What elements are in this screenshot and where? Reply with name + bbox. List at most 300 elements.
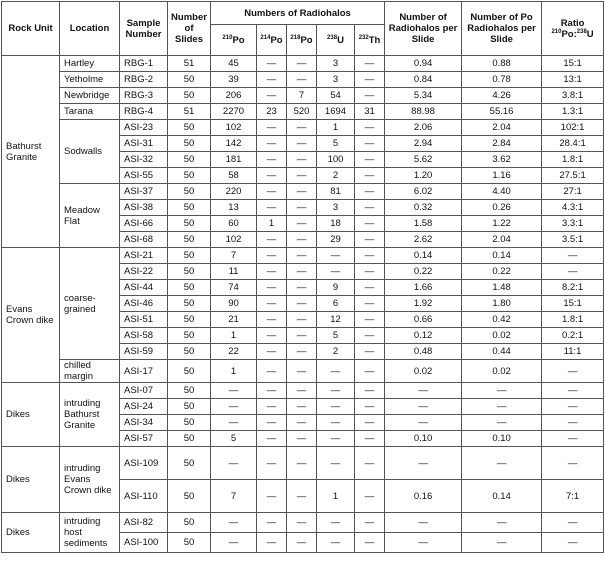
po218-cell: — [287, 200, 317, 216]
sample-cell: ASI-109 [120, 447, 168, 480]
po216-cell: 74 [211, 280, 257, 296]
per-slide-cell: 2.62 [385, 232, 462, 248]
po-per-slide-cell: 0.14 [462, 480, 542, 513]
th232-cell: — [355, 399, 385, 415]
slides-cell: 50 [168, 136, 211, 152]
sample-cell: ASI-51 [120, 312, 168, 328]
po216-cell: — [211, 383, 257, 399]
th232-cell: — [355, 480, 385, 513]
po214-cell: — [257, 120, 287, 136]
ratio-cell: 15:1 [542, 296, 604, 312]
ratio-cell: 0.2:1 [542, 328, 604, 344]
sample-cell: ASI-59 [120, 344, 168, 360]
table-row [2, 56, 604, 72]
sample-cell: ASI-46 [120, 296, 168, 312]
per-slide-cell: — [385, 399, 462, 415]
po214-cell: — [257, 533, 287, 553]
u238-sup: 238 [327, 34, 338, 41]
u238-cell: 54 [317, 88, 355, 104]
ratio-cell: 27.5:1 [542, 168, 604, 184]
ratio-cell: — [542, 513, 604, 533]
po216-cell: 60 [211, 216, 257, 232]
po-per-slide-cell: 0.44 [462, 344, 542, 360]
sample-cell: ASI-37 [120, 184, 168, 200]
th232-cell: — [355, 533, 385, 553]
u238-cell: 1 [317, 120, 355, 136]
sample-cell: ASI-24 [120, 399, 168, 415]
po214-cell: — [257, 184, 287, 200]
po218-cell: — [287, 232, 317, 248]
slides-cell: 50 [168, 200, 211, 216]
th232-cell: 31 [355, 104, 385, 120]
table-row [2, 447, 604, 480]
po214-sup: 214 [260, 34, 271, 41]
slides-cell: 50 [168, 72, 211, 88]
po218-sup: 218 [290, 34, 301, 41]
th232-cell: — [355, 280, 385, 296]
ratio-cell: — [542, 533, 604, 553]
location-cell: Tarana [60, 104, 120, 120]
po214-cell: — [257, 72, 287, 88]
sample-cell: RBG-3 [120, 88, 168, 104]
sample-cell: ASI-66 [120, 216, 168, 232]
po-per-slide-cell: 0.02 [462, 360, 542, 383]
sample-cell: RBG-2 [120, 72, 168, 88]
th232-cell: — [355, 232, 385, 248]
per-slide-cell: 0.12 [385, 328, 462, 344]
po216-cell: 45 [211, 56, 257, 72]
u238-cell: 100 [317, 152, 355, 168]
po216-base: Po [232, 34, 245, 46]
header-po216 [211, 25, 257, 56]
header-po214 [257, 25, 287, 56]
per-slide-cell: 1.58 [385, 216, 462, 232]
po216-cell: 7 [211, 480, 257, 513]
po216-cell: 1 [211, 360, 257, 383]
po216-cell: 58 [211, 168, 257, 184]
th232-cell: — [355, 152, 385, 168]
u238-cell: — [317, 447, 355, 480]
location-cell: Newbridge [60, 88, 120, 104]
po214-cell: — [257, 296, 287, 312]
po-per-slide-cell: 4.40 [462, 184, 542, 200]
per-slide-cell: 5.62 [385, 152, 462, 168]
header-th232 [355, 25, 385, 56]
po-per-slide-cell: 2.84 [462, 136, 542, 152]
per-slide-cell: 88.98 [385, 104, 462, 120]
po214-cell: — [257, 328, 287, 344]
po-per-slide-cell: 0.78 [462, 72, 542, 88]
po218-cell: — [287, 216, 317, 232]
sample-cell: ASI-57 [120, 431, 168, 447]
po214-cell: — [257, 360, 287, 383]
po214-cell: 1 [257, 216, 287, 232]
u238-cell: 3 [317, 200, 355, 216]
po-per-slide-cell: — [462, 513, 542, 533]
po-per-slide-cell: — [462, 399, 542, 415]
po216-sup: 210 [222, 34, 233, 41]
slides-cell: 50 [168, 184, 211, 200]
u238-cell: 5 [317, 136, 355, 152]
table-row [2, 513, 604, 533]
u238-cell: 18 [317, 216, 355, 232]
table-row [2, 184, 604, 200]
po214-cell: — [257, 344, 287, 360]
po214-cell: — [257, 447, 287, 480]
th232-cell: — [355, 120, 385, 136]
po218-cell: — [287, 480, 317, 513]
po216-cell: — [211, 399, 257, 415]
po214-cell: — [257, 383, 287, 399]
th232-cell: — [355, 312, 385, 328]
po-per-slide-cell: 55.16 [462, 104, 542, 120]
th232-cell: — [355, 136, 385, 152]
u238-cell: 9 [317, 280, 355, 296]
po-per-slide-cell: 3.62 [462, 152, 542, 168]
po214-cell: — [257, 136, 287, 152]
location-cell: chilled margin [60, 360, 120, 383]
per-slide-cell: 0.14 [385, 248, 462, 264]
ratio-cell: — [542, 431, 604, 447]
po216-cell: 13 [211, 200, 257, 216]
per-slide-cell: 6.02 [385, 184, 462, 200]
po214-cell: — [257, 399, 287, 415]
po-per-slide-cell: 1.16 [462, 168, 542, 184]
po218-cell: — [287, 415, 317, 431]
rock-unit-cell: Dikes [2, 383, 60, 447]
po216-cell: 1 [211, 328, 257, 344]
sample-cell: ASI-82 [120, 513, 168, 533]
po214-cell: 23 [257, 104, 287, 120]
slides-cell: 50 [168, 513, 211, 533]
slides-cell: 50 [168, 533, 211, 553]
po216-cell: 5 [211, 431, 257, 447]
po218-cell: — [287, 72, 317, 88]
u238-cell: — [317, 533, 355, 553]
sample-cell: ASI-110 [120, 480, 168, 513]
per-slide-cell: 0.48 [385, 344, 462, 360]
sample-cell: ASI-23 [120, 120, 168, 136]
th232-base: Th [368, 34, 381, 46]
po218-cell: — [287, 152, 317, 168]
po-per-slide-cell: 0.88 [462, 56, 542, 72]
po216-cell: 2270 [211, 104, 257, 120]
u238-cell: — [317, 383, 355, 399]
header-po218 [287, 25, 317, 56]
th232-cell: — [355, 56, 385, 72]
table-row [2, 383, 604, 399]
rock-unit-cell: Evans Crown dike [2, 248, 60, 383]
slides-cell: 50 [168, 360, 211, 383]
rock-unit-cell: Dikes [2, 513, 60, 553]
po-per-slide-cell: 0.02 [462, 328, 542, 344]
per-slide-cell: 0.02 [385, 360, 462, 383]
ratio-cell: 13:1 [542, 72, 604, 88]
ratio-sup-u: 238 [576, 28, 587, 35]
po-per-slide-cell: 0.22 [462, 264, 542, 280]
po214-cell: — [257, 264, 287, 280]
po216-cell: 7 [211, 248, 257, 264]
per-slide-cell: 0.10 [385, 431, 462, 447]
per-slide-cell: 0.94 [385, 56, 462, 72]
slides-cell: 50 [168, 88, 211, 104]
per-slide-cell: 2.94 [385, 136, 462, 152]
sample-cell: ASI-58 [120, 328, 168, 344]
ratio-cell: 28.4:1 [542, 136, 604, 152]
sample-cell: RBG-4 [120, 104, 168, 120]
u238-cell: — [317, 399, 355, 415]
per-slide-cell: — [385, 415, 462, 431]
po214-base: Po [270, 34, 283, 46]
slides-cell: 50 [168, 344, 211, 360]
po214-cell: — [257, 200, 287, 216]
po216-cell: — [211, 533, 257, 553]
th232-cell: — [355, 88, 385, 104]
slides-cell: 50 [168, 431, 211, 447]
sample-cell: ASI-100 [120, 533, 168, 553]
po218-cell: — [287, 431, 317, 447]
u238-cell: 6 [317, 296, 355, 312]
slides-cell: 50 [168, 152, 211, 168]
u238-cell: 5 [317, 328, 355, 344]
po218-cell: — [287, 296, 317, 312]
per-slide-cell: 5.34 [385, 88, 462, 104]
th232-sup: 232 [358, 34, 369, 41]
th232-cell: — [355, 415, 385, 431]
ratio-cell: 7:1 [542, 480, 604, 513]
po218-cell: — [287, 312, 317, 328]
sample-cell: ASI-32 [120, 152, 168, 168]
th232-cell: — [355, 447, 385, 480]
ratio-cell: 102:1 [542, 120, 604, 136]
po214-cell: — [257, 480, 287, 513]
header-rock-unit: Rock Unit [2, 2, 60, 56]
table-row [2, 104, 604, 120]
th232-cell: — [355, 383, 385, 399]
sample-cell: RBG-1 [120, 56, 168, 72]
u238-cell: 29 [317, 232, 355, 248]
u238-cell: — [317, 264, 355, 280]
slides-cell: 50 [168, 312, 211, 328]
po218-cell: — [287, 184, 317, 200]
ratio-cell: 11:1 [542, 344, 604, 360]
po-per-slide-cell: 1.48 [462, 280, 542, 296]
po216-cell: 102 [211, 120, 257, 136]
rock-unit-cell: Dikes [2, 447, 60, 513]
location-cell: Yetholme [60, 72, 120, 88]
slides-cell: 50 [168, 296, 211, 312]
po216-cell: 39 [211, 72, 257, 88]
sample-cell: ASI-38 [120, 200, 168, 216]
ratio-cell: — [542, 399, 604, 415]
slides-cell: 50 [168, 248, 211, 264]
per-slide-cell: — [385, 383, 462, 399]
u238-cell: 3 [317, 72, 355, 88]
ratio-cell: 1.3:1 [542, 104, 604, 120]
po214-cell: — [257, 280, 287, 296]
th232-cell: — [355, 200, 385, 216]
po-per-slide-cell: — [462, 383, 542, 399]
per-slide-cell: 1.20 [385, 168, 462, 184]
po218-cell: — [287, 360, 317, 383]
th232-cell: — [355, 360, 385, 383]
slides-cell: 50 [168, 383, 211, 399]
u238-base: U [337, 34, 344, 46]
slides-cell: 50 [168, 264, 211, 280]
u238-cell: 3 [317, 56, 355, 72]
po218-cell: — [287, 383, 317, 399]
ratio-cell: 3.3:1 [542, 216, 604, 232]
th232-cell: — [355, 216, 385, 232]
po-per-slide-cell: 1.22 [462, 216, 542, 232]
per-slide-cell: 1.66 [385, 280, 462, 296]
u238-cell: — [317, 431, 355, 447]
po216-cell: 206 [211, 88, 257, 104]
po216-cell: — [211, 513, 257, 533]
th232-cell: — [355, 328, 385, 344]
po216-cell: 90 [211, 296, 257, 312]
ratio-cell: 3.8:1 [542, 88, 604, 104]
location-cell: intruding Bathurst Granite [60, 383, 120, 447]
slides-cell: 50 [168, 120, 211, 136]
slides-cell: 50 [168, 280, 211, 296]
table-row [2, 120, 604, 136]
po214-cell: — [257, 152, 287, 168]
th232-cell: — [355, 431, 385, 447]
ratio-po: Po: [561, 28, 577, 40]
th232-cell: — [355, 168, 385, 184]
po214-cell: — [257, 168, 287, 184]
th232-cell: — [355, 184, 385, 200]
sample-cell: ASI-17 [120, 360, 168, 383]
per-slide-cell: 0.32 [385, 200, 462, 216]
slides-cell: 50 [168, 328, 211, 344]
table-row [2, 360, 604, 383]
u238-cell: 1 [317, 480, 355, 513]
slides-cell: 50 [168, 399, 211, 415]
sample-cell: ASI-68 [120, 232, 168, 248]
location-cell: Sodwalls [60, 120, 120, 184]
table-row [2, 88, 604, 104]
po214-cell: — [257, 232, 287, 248]
u238-cell: 12 [317, 312, 355, 328]
header-u238 [317, 25, 355, 56]
po-per-slide-cell: 2.04 [462, 232, 542, 248]
per-slide-cell: — [385, 533, 462, 553]
po-per-slide-cell: — [462, 447, 542, 480]
ratio-cell: 1.8:1 [542, 312, 604, 328]
ratio-cell: — [542, 415, 604, 431]
sample-cell: ASI-22 [120, 264, 168, 280]
po214-cell: — [257, 431, 287, 447]
sample-cell: ASI-34 [120, 415, 168, 431]
po214-cell: — [257, 248, 287, 264]
th232-cell: — [355, 344, 385, 360]
header-location: Location [60, 2, 120, 56]
slides-cell: 50 [168, 168, 211, 184]
ratio-cell: — [542, 264, 604, 280]
po-per-slide-cell: — [462, 533, 542, 553]
slides-cell: 50 [168, 216, 211, 232]
per-slide-cell: 0.66 [385, 312, 462, 328]
po218-cell: — [287, 513, 317, 533]
slides-cell: 51 [168, 104, 211, 120]
sample-cell: ASI-55 [120, 168, 168, 184]
slides-cell: 50 [168, 415, 211, 431]
radiohalo-table [1, 1, 604, 553]
ratio-cell: — [542, 383, 604, 399]
header-po-radiohalos-per-slide: Number of Po Radiohalos per Slide [462, 2, 542, 56]
u238-cell: — [317, 248, 355, 264]
location-cell: Hartley [60, 56, 120, 72]
po-per-slide-cell: 2.04 [462, 120, 542, 136]
table-row [2, 248, 604, 264]
po218-cell: — [287, 56, 317, 72]
th232-cell: — [355, 248, 385, 264]
po218-cell: — [287, 399, 317, 415]
per-slide-cell: 2.06 [385, 120, 462, 136]
location-cell: Meadow Flat [60, 184, 120, 248]
u238-cell: 2 [317, 344, 355, 360]
po-per-slide-cell: 0.14 [462, 248, 542, 264]
po216-cell: — [211, 415, 257, 431]
po214-cell: — [257, 513, 287, 533]
header-number-of-slides: Number of Slides [168, 2, 211, 56]
sample-cell: ASI-44 [120, 280, 168, 296]
po218-cell: — [287, 264, 317, 280]
po-per-slide-cell: 0.10 [462, 431, 542, 447]
po-per-slide-cell: 4.26 [462, 88, 542, 104]
slides-cell: 50 [168, 480, 211, 513]
po218-base: Po [300, 34, 313, 46]
th232-cell: — [355, 513, 385, 533]
per-slide-cell: 0.22 [385, 264, 462, 280]
ratio-cell: 8.2:1 [542, 280, 604, 296]
sample-cell: ASI-31 [120, 136, 168, 152]
po218-cell: — [287, 533, 317, 553]
location-cell: intruding host sediments [60, 513, 120, 553]
po216-cell: 181 [211, 152, 257, 168]
per-slide-cell: — [385, 513, 462, 533]
sample-cell: ASI-07 [120, 383, 168, 399]
ratio-cell: 1.8:1 [542, 152, 604, 168]
th232-cell: — [355, 264, 385, 280]
th232-cell: — [355, 296, 385, 312]
po216-cell: — [211, 447, 257, 480]
u238-cell: — [317, 360, 355, 383]
ratio-label: Ratio [560, 17, 585, 29]
per-slide-cell: — [385, 447, 462, 480]
po218-cell: — [287, 344, 317, 360]
header-radiohalos-per-slide: Number of Radiohalos per Slide [385, 2, 462, 56]
po218-cell: — [287, 120, 317, 136]
th232-cell: — [355, 72, 385, 88]
ratio-cell: — [542, 447, 604, 480]
po-per-slide-cell: 1.80 [462, 296, 542, 312]
ratio-u: U [586, 28, 594, 40]
po216-cell: 220 [211, 184, 257, 200]
po-per-slide-cell: — [462, 415, 542, 431]
po214-cell: — [257, 56, 287, 72]
header-ratio [542, 2, 604, 56]
po218-cell: — [287, 447, 317, 480]
po218-cell: — [287, 168, 317, 184]
ratio-cell: 15:1 [542, 56, 604, 72]
per-slide-cell: 0.84 [385, 72, 462, 88]
ratio-sup-po: 210 [551, 28, 562, 35]
per-slide-cell: 1.92 [385, 296, 462, 312]
po218-cell: — [287, 328, 317, 344]
